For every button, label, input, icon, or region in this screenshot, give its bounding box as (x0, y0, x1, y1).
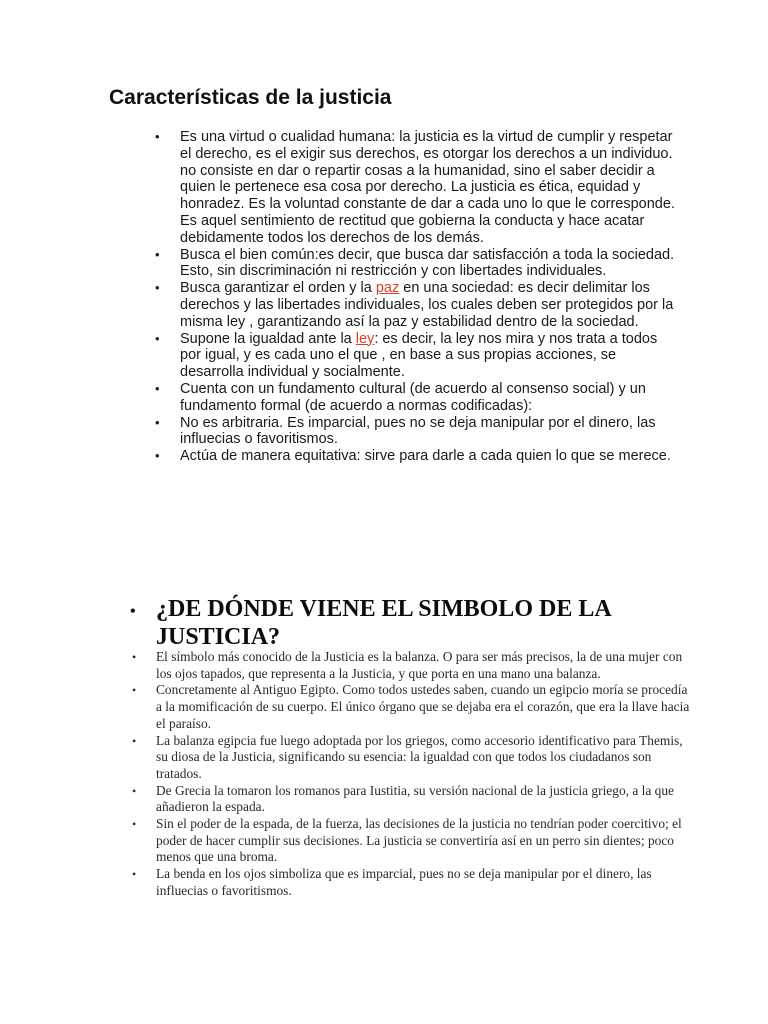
list-item: • La benda en los ojos simboliza que es imparcial, pues no se deja manipular por el dinero, las influecias o favoritismos. (156, 866, 691, 899)
list-item: • La balanza egipcia fue luego adoptada por los griegos, como accesorio identificativo para Themis, su diosa de la Justicia, significando su esencia: la igualdad con que todos los ciudadanos son tratados. (156, 733, 691, 783)
list-item-text: en una sociedad: es decir delimitar los derechos y las libertades individuales, los cuales deben ser protegidos por la misma ley , garantizando así la paz y estabilidad dentro de la sociedad. (180, 280, 674, 330)
list-item (180, 331, 680, 381)
list-item: • Es una virtud o cualidad humana: la justicia es la virtud de cumplir y respetar el derecho, es el exigir sus derechos, es otorgar los derechos a un individuo. no consiste en dar o repartir cosas a la humanidad, sino el saber decidir a quien le pertenece esa cosa por derecho. La justicia es ética, equidad y honradez. Es la voluntad constante de dar a cada uno lo que le corresponde. Es aquel sentimiento de rectitud que gobierna la conducta y hace acatar debidamente todos los derechos de los demás. (180, 129, 680, 247)
list-item: • No es arbitraria. Es imparcial, pues no se deja manipular por el dinero, las influecias o favoritismos. (180, 415, 680, 449)
list-item: • Busca el bien común:es decir, que busca dar satisfacción a toda la sociedad. Esto, sin discriminación ni restricción y con libertades individuales. (180, 247, 680, 281)
link-paz[interactable]: paz (375, 280, 400, 297)
simbolo-list (130, 649, 691, 900)
section-title-simbolo: • ¿DE DÓNDE VIENE EL SIMBOLO DE LA JUSTICIA? (130, 595, 716, 651)
list-item-text: Supone la igualdad ante la (180, 330, 356, 347)
list-item: • De Grecia la tomaron los romanos para Iustitia, su versión nacional de la justicia griego, a la que añadieron la espada. (156, 783, 691, 816)
link-ley[interactable]: ley (355, 330, 375, 347)
caracteristicas-list (152, 129, 680, 465)
list-item (180, 280, 680, 330)
list-item-text: : es decir, la ley nos mira y nos trata a todos por igual, y es cada uno el que , en base a sus propias acciones, se desarrolla individual y socialmente. (180, 330, 658, 381)
list-item: • Actúa de manera equitativa: sirve para darle a cada quien lo que se merece. (180, 448, 680, 465)
list-item: • Sin el poder de la espada, de la fuerza, las decisiones de la justicia no tendrían poder coercitivo; el poder de hacer cumplir sus decisiones. La justicia se convertiría así en un perro sin dientes; poco menos que una broma. (156, 816, 691, 866)
list-item: • Concretamente al Antiguo Egipto. Como todos ustedes saben, cuando un egipcio moría se procedía a la momificación de su cuerpo. El único órgano que se dejaba era el corazón, que era la llave hacia el paraíso. (156, 682, 691, 732)
list-item: • Cuenta con un fundamento cultural (de acuerdo al consenso social) y un fundamento formal (de acuerdo a normas codificadas): (180, 381, 680, 415)
list-item-text: Busca garantizar el orden y la (180, 280, 376, 297)
section-title-caracteristicas: Características de la justicia (109, 86, 392, 109)
list-item: • El símbolo más conocido de la Justicia es la balanza. O para ser más precisos, la de una mujer con los ojos tapados, que representa a la Justicia, y que porta en una mano una balanza. (156, 649, 691, 682)
